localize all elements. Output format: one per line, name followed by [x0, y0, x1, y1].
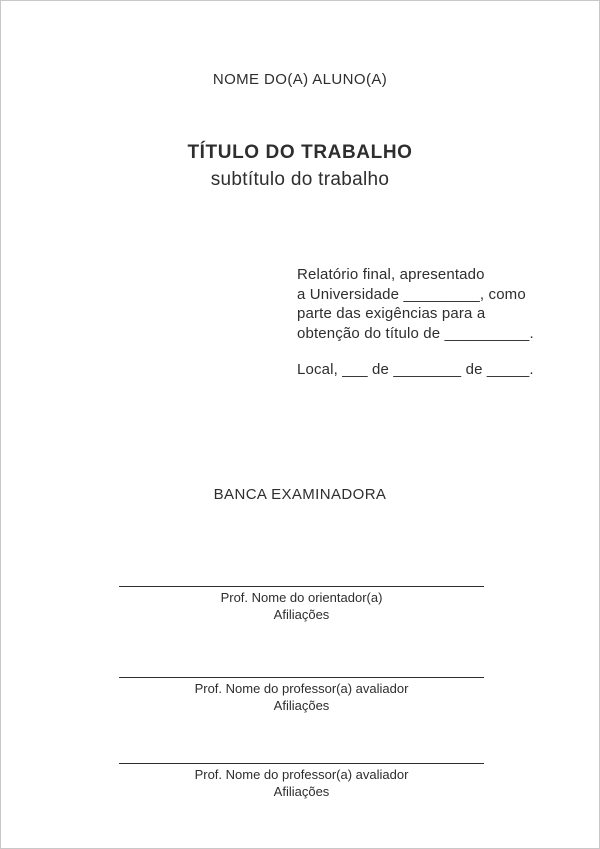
report-note-line: obtenção do título de __________.: [297, 324, 534, 342]
signature-name: Prof. Nome do professor(a) avaliador: [194, 767, 409, 782]
signature-line: [119, 763, 484, 764]
work-subtitle: subtítulo do trabalho: [210, 169, 390, 190]
signature-line: [119, 586, 484, 587]
signature-block-examiner-2: [119, 763, 484, 800]
signature-name: Prof. Nome do professor(a) avaliador: [194, 681, 409, 696]
signature-block-advisor: [119, 586, 484, 623]
signature-affiliation: Afiliações: [273, 784, 330, 799]
signature-line: [119, 677, 484, 678]
work-title: TÍTULO DO TRABALHO: [187, 142, 413, 163]
signature-block-examiner-1: [119, 677, 484, 714]
report-note-line: a Universidade _________, como: [297, 285, 526, 303]
report-note-line: parte das exigências para a: [297, 305, 486, 322]
author-name: NOME DO(A) ALUNO(A): [212, 71, 388, 88]
signature-affiliation: Afiliações: [273, 607, 330, 622]
report-note: [297, 265, 587, 380]
committee-heading: BANCA EXAMINADORA: [213, 486, 387, 503]
signature-name: Prof. Nome do orientador(a): [220, 590, 383, 605]
signature-affiliation: Afiliações: [273, 698, 330, 713]
report-note-line: Relatório final, apresentado: [297, 266, 485, 283]
location-date: Local, ___ de ________ de _____.: [297, 361, 534, 378]
